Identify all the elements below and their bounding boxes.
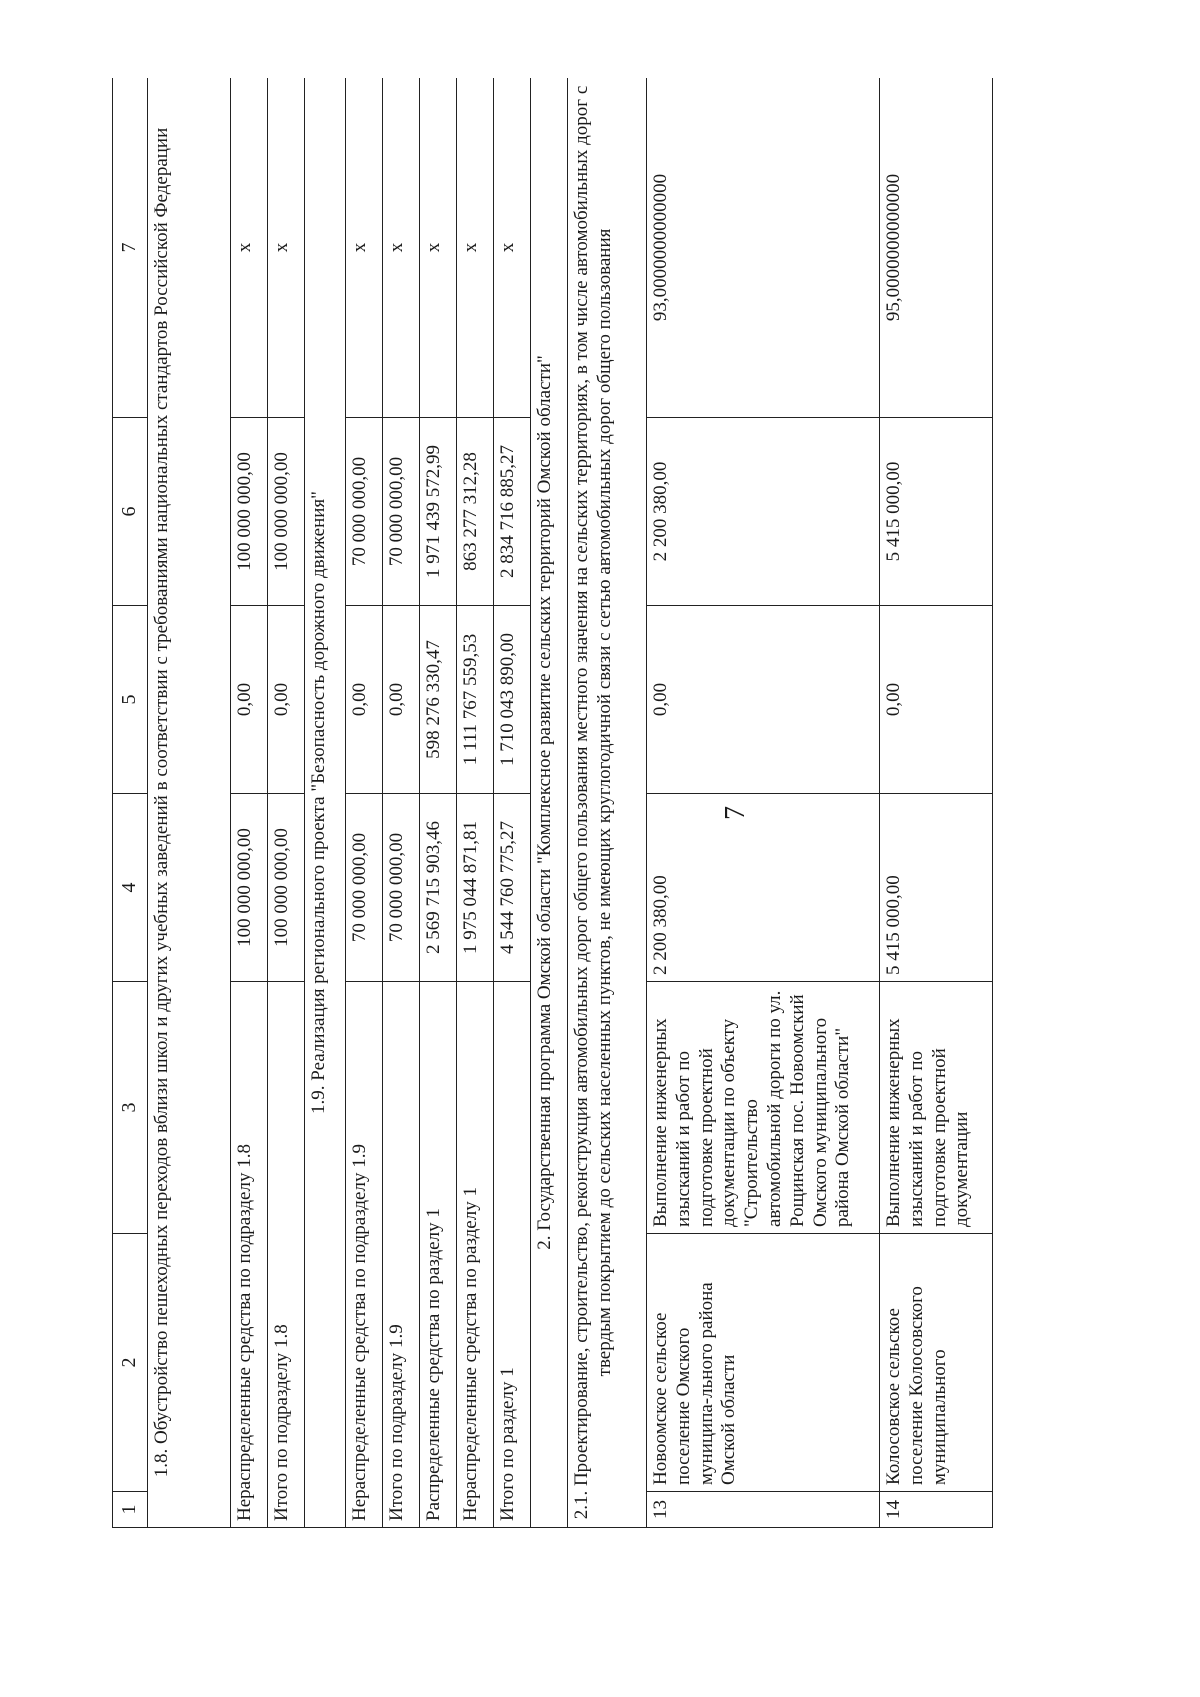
cell-col-4: 70 000 000,00 (346, 794, 383, 982)
table-row (494, 78, 531, 1528)
table-row (231, 78, 268, 1528)
table-row (647, 78, 880, 1528)
cell-col-4: 2 569 715 903,46 (420, 794, 457, 982)
cell-col-6: 100 000 000,00 (231, 418, 268, 606)
table-row (268, 78, 305, 1528)
table-row (346, 78, 383, 1528)
row-label: Нераспределенные средства по разделу 1 (457, 982, 494, 1528)
object-cell: Выполнение инженерных изысканий и работ по подготовке проектной документации по объекту "Строительство автомобильной дороги по ул. Рощинская пос. Новоомский Омского муниципального района Омской области" (647, 982, 880, 1234)
header-col-3: 3 (113, 982, 148, 1234)
cell-col-4: 1 975 044 871,81 (457, 794, 494, 982)
cell-col-5: 1 111 767 559,53 (457, 606, 494, 794)
cell-col-7: x (268, 78, 305, 418)
cell-col-7: x (494, 78, 531, 418)
cell-col-7: x (231, 78, 268, 418)
cell-col-7: x (457, 78, 494, 418)
object-cell: Выполнение инженерных изысканий и работ по подготовке проектной документации (880, 982, 993, 1234)
cell-col-5: 0,00 (647, 606, 880, 794)
header-col-6: 6 (113, 418, 148, 606)
table-row (383, 78, 420, 1528)
cell-col-7: x (420, 78, 457, 418)
cell-col-4: 2 200 380,00 (647, 794, 880, 982)
municipality-cell: Колосовское сельское поселение Колосовского муниципального (880, 1234, 993, 1492)
cell-col-7: x (346, 78, 383, 418)
cell-col-5: 0,00 (268, 606, 305, 794)
table-row (420, 78, 457, 1528)
row-label: Итого по разделу 1 (494, 982, 531, 1528)
header-col-5: 5 (113, 606, 148, 794)
table-row (880, 78, 993, 1528)
row-number: 13 (647, 1492, 880, 1528)
section-title-row (148, 78, 231, 1528)
cell-col-7: x (383, 78, 420, 418)
cell-col-4: 100 000 000,00 (268, 794, 305, 982)
cell-col-6: 100 000 000,00 (268, 418, 305, 606)
section-2-1-title: 2.1. Проектирование, строительство, реконструкция автомобильных дорог общего пользования местного значения на сельских территориях, в том числе автомобильных дорог с твердым покрытием до сельских населенных пунктов, не имеющих круглогодичной связи с сетью автомобильных дорог общего пользования (568, 78, 647, 1528)
municipality-cell: Новоомское сельское поселение Омского муниципа-льного района Омской области (647, 1234, 880, 1492)
row-label: Итого по подразделу 1.9 (383, 982, 420, 1528)
cell-col-5: 0,00 (231, 606, 268, 794)
cell-col-5: 598 276 330,47 (420, 606, 457, 794)
cell-col-5: 0,00 (383, 606, 420, 794)
header-col-2: 2 (113, 1234, 148, 1492)
cell-col-6: 863 277 312,28 (457, 418, 494, 606)
cell-col-6: 2 834 716 885,27 (494, 418, 531, 606)
section-title-row (568, 78, 647, 1528)
cell-col-4: 70 000 000,00 (383, 794, 420, 982)
section-title-row (531, 78, 568, 1528)
row-number: 14 (880, 1492, 993, 1528)
cell-col-6: 1 971 439 572,99 (420, 418, 457, 606)
page-number: 7 (720, 806, 751, 820)
cell-col-7: 93,0000000000000 (647, 78, 880, 418)
row-label: Нераспределенные средства по подразделу 1.9 (346, 982, 383, 1528)
cell-col-4: 5 415 000,00 (880, 794, 993, 982)
row-label: Распределенные средства по разделу 1 (420, 982, 457, 1528)
row-label: Итого по подразделу 1.8 (268, 982, 305, 1528)
table-row (457, 78, 494, 1528)
cell-col-7: 95,0000000000000 (880, 78, 993, 418)
cell-col-5: 0,00 (880, 606, 993, 794)
cell-col-4: 100 000 000,00 (231, 794, 268, 982)
budget-table (112, 78, 993, 1528)
header-col-4: 4 (113, 794, 148, 982)
section-title-row (305, 78, 346, 1528)
header-col-1: 1 (113, 1492, 148, 1528)
cell-col-6: 70 000 000,00 (383, 418, 420, 606)
section-1-8-title: 1.8. Обустройство пешеходных переходов вблизи школ и других учебных заведений в соответствии с требованиями национальных стандартов Российской Федерации (148, 78, 231, 1528)
table-container (112, 78, 1067, 1528)
cell-col-4: 4 544 760 775,27 (494, 794, 531, 982)
cell-col-6: 2 200 380,00 (647, 418, 880, 606)
cell-col-6: 70 000 000,00 (346, 418, 383, 606)
cell-col-5: 0,00 (346, 606, 383, 794)
section-2-title: 2. Государственная программа Омской области "Комплексное развитие сельских территорий Омской области" (531, 78, 568, 1528)
header-row (113, 78, 148, 1528)
section-1-9-title: 1.9. Реализация регионального проекта "Безопасность дорожного движения" (305, 78, 346, 1528)
cell-col-5: 1 710 043 890,00 (494, 606, 531, 794)
cell-col-6: 5 415 000,00 (880, 418, 993, 606)
header-col-7: 7 (113, 78, 148, 418)
row-label: Нераспределенные средства по подразделу 1.8 (231, 982, 268, 1528)
